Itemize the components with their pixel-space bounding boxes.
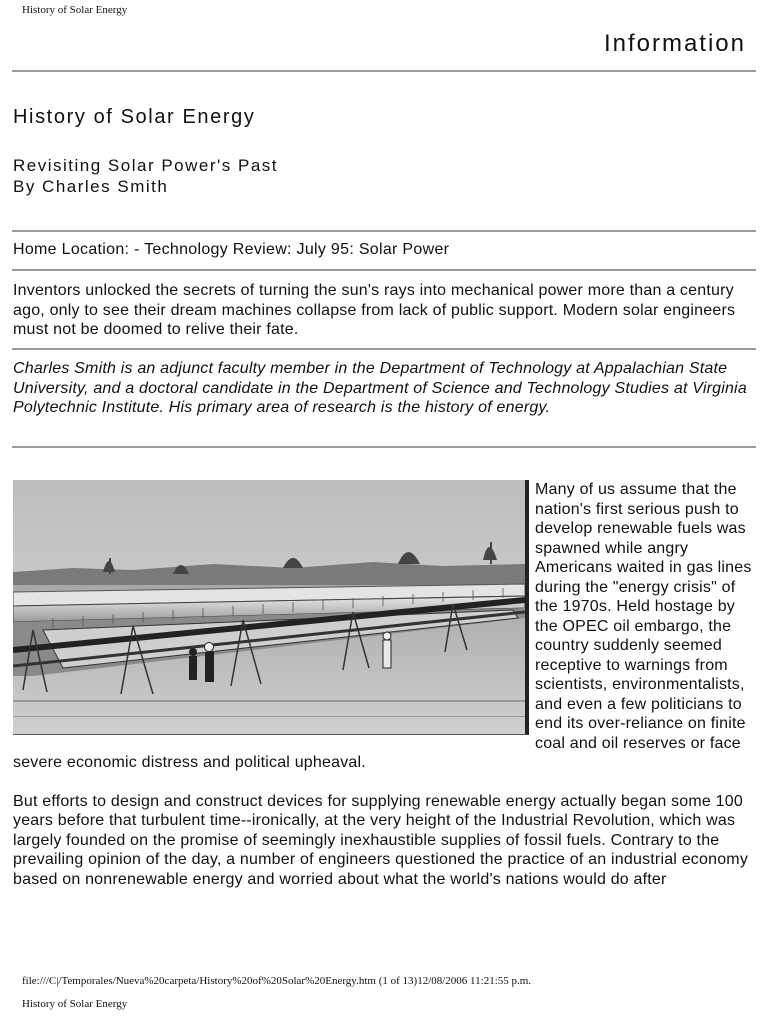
section-title: Information (603, 30, 746, 57)
next-page-header-title: History of Solar Energy (22, 998, 128, 1010)
author-bio: Charles Smith is an adjunct faculty member in the Department of Technology at Appalachian State University, and a doctoral candidate in the Department of Science and Technology Studies at Virginia Polytechnic Institute. His primary area of research is the history of energy. (13, 360, 747, 416)
article-paragraph: Many of us assume that the nation's first serious push to develop renewable fuels was spawned while angry Americans waited in gas lines during the "energy crisis" of the 1970s. Held hostage by the OPEC oil embargo, the country suddenly seemed receptive to warnings from scientists, environmentalists, and even a few politicians to end its over-reliance on finite coal and oil reserves or face severe economic distress and political upheaval. (13, 481, 752, 771)
divider (12, 446, 756, 448)
print-header-title: History of Solar Energy (22, 4, 128, 16)
header-divider (12, 70, 756, 72)
intro-paragraph: Inventors unlocked the secrets of turning the sun's rays into mechanical power more than a century ago, only to see their dream machines collapse from lack of public support. Modern solar engineers must not be doomed to relive their fate. (13, 282, 736, 338)
solar-collector-field-image (13, 480, 525, 734)
article-paragraph: But efforts to design and construct devices for supplying renewable energy actually began some 100 years before that turbulent time--ironically, at the very height of the Industrial Revolution, which was largely founded on the promise of seemingly inexhaustible supplies of fossil fuels. Contrary to the prevailing opinion of the day, a number of engineers questioned the practice of an industrial economy based on nonrenewable energy and worried about what the world's nations would do after (13, 792, 749, 888)
divider (12, 230, 756, 232)
byline: By Charles Smith (13, 177, 169, 196)
subtitle-block (13, 155, 278, 197)
page-title: History of Solar Energy (13, 106, 256, 128)
print-footer-url: file:///C|/Temporales/Nueva%20carpeta/History%20of%20Solar%20Energy.htm (1 of 13)12/08/2006 11:21:55 p.m. (22, 975, 532, 987)
article-body (13, 480, 755, 889)
subtitle: Revisiting Solar Power's Past (13, 156, 278, 175)
divider (12, 348, 756, 350)
solar-plant-photo (13, 480, 529, 735)
divider (12, 269, 756, 271)
home-location-breadcrumb: Home Location: - Technology Review: July 95: Solar Power (13, 241, 450, 258)
